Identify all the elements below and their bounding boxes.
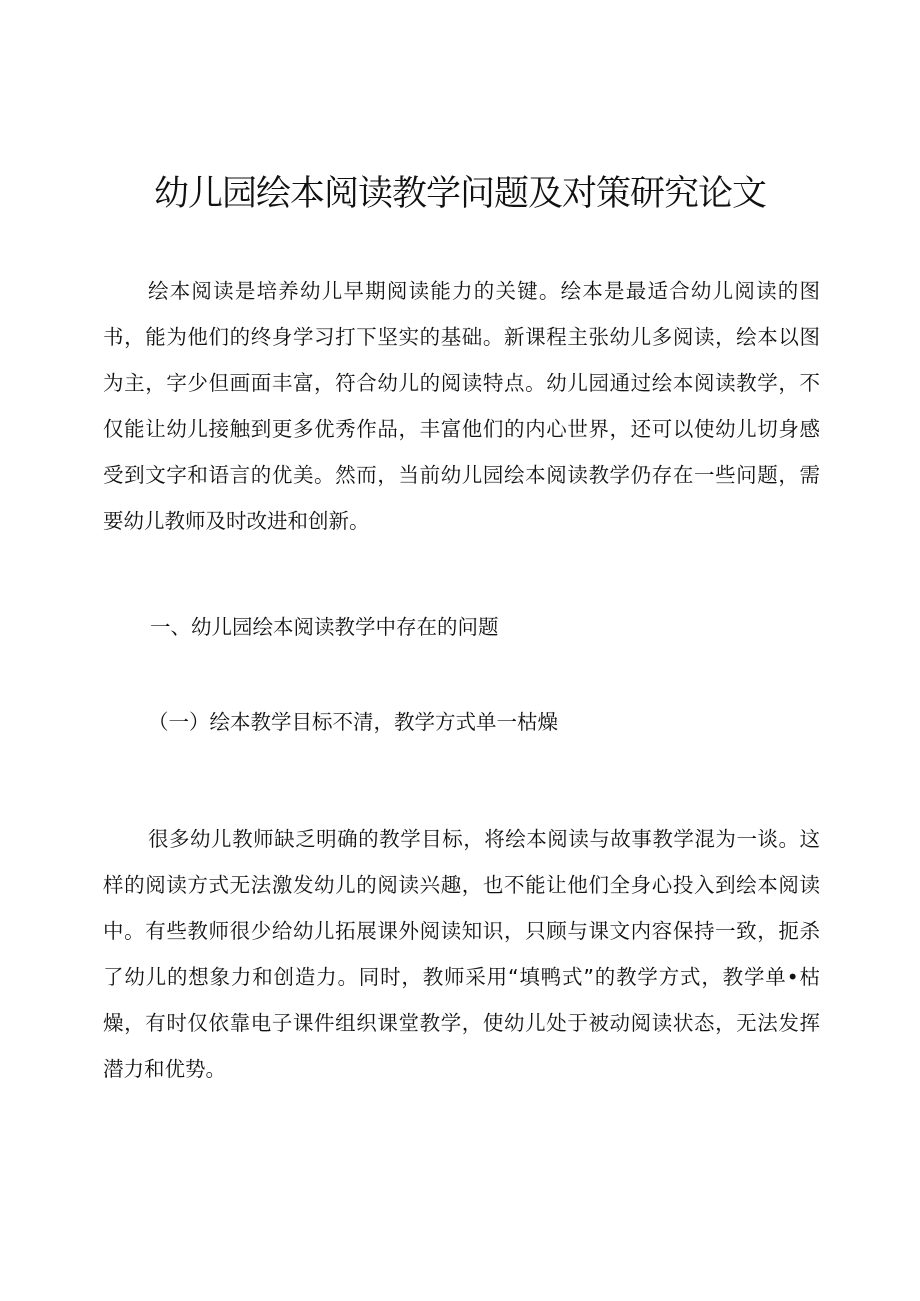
intro-paragraph: 绘本阅读是培养幼儿早期阅读能力的关键。绘本是最适合幼儿阅读的图书，能为他们的终身学习打下坚实的基础。新课程主张幼儿多阅读，绘本以图为主，字少但画面丰富，符合幼儿的阅读特点。幼儿园通过绘本阅读教学，不仅能让幼儿接触到更多优秀作品，丰富他们的内心世界，还可以使幼儿切身感受到文字和语言的优美。然而，当前幼儿园绘本阅读教学仍存在一些问题，需要幼儿教师及时改进和创新。 [103, 279, 820, 533]
subsection-paragraph: 很多幼儿教师缺乏明确的教学目标，将绘本阅读与故事教学混为一谈。这样的阅读方式无法激发幼儿的阅读兴趣，也不能让他们全身心投入到绘本阅读中。有些教师很少给幼儿拓展课外阅读知识，只顾与课文内容保持一致，扼杀了幼儿的想象力和创造力。同时，教师采用“填鸭式”的教学方式，教学单•枯燥，有时仅依靠电子课件组织课堂教学，使幼儿处于被动阅读状态，无法发挥潜力和优势。 [103, 827, 820, 1081]
document-title: 幼儿园绘本阅读教学问题及对策研究论文 [153, 174, 766, 214]
subsection-heading: （一）绘本教学目标不清，教学方式单一枯燥 [148, 710, 558, 734]
section-heading: 一、幼儿园绘本阅读教学中存在的问题 [150, 615, 499, 639]
